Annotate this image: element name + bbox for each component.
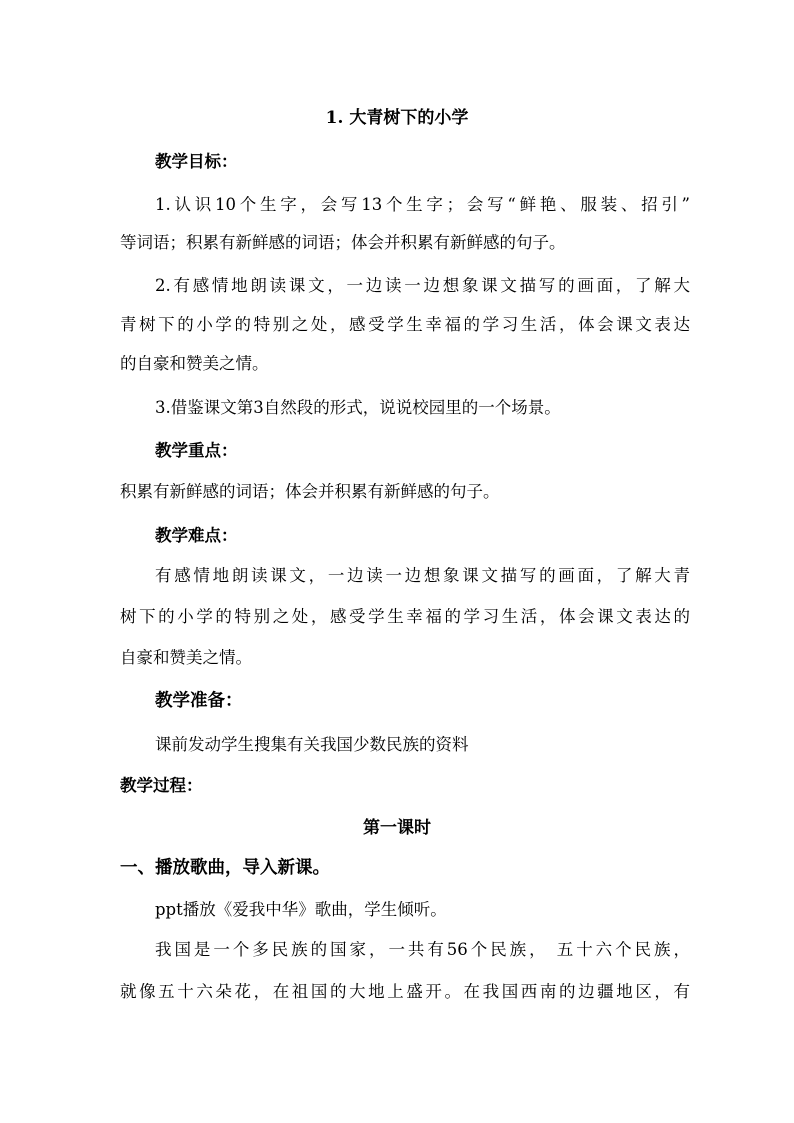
preparation-text: 课前发动学生搜集有关我国少数民族的资料 <box>155 735 469 754</box>
key-points-heading: 教学重点： <box>155 441 238 460</box>
process-heading: 教学过程： <box>120 776 203 795</box>
objective-2-line-1: 2.有感情地朗读课文，一边读一边想象课文描写的画面，了解大 <box>155 276 690 295</box>
objective-2-line-2: 青树下的小学的特别之处，感受学生幸福的学习生活，体会课文表达 <box>120 315 690 334</box>
lesson-title: 第一课时 <box>363 818 431 838</box>
preparation-heading: 教学准备： <box>155 691 243 711</box>
objective-2-line-3: 的自豪和赞美之情。 <box>120 354 269 373</box>
difficulties-line-2: 树下的小学的特别之处，感受学生幸福的学习生活，体会课文表达的 <box>120 607 690 626</box>
objective-1-line-1: 1.认识10个生字，会写13个生字；会写“鲜艳、服装、招引” <box>155 195 690 214</box>
difficulties-line-1: 有感情地朗读课文，一边读一边想象课文描写的画面，了解大青 <box>155 566 690 585</box>
objectives-heading: 教学目标： <box>155 152 238 171</box>
section-1-heading: 一、播放歌曲，导入新课。 <box>120 858 330 878</box>
difficulties-line-3: 自豪和赞美之情。 <box>120 648 252 667</box>
difficulties-heading: 教学难点： <box>155 526 238 545</box>
objective-3: 3.借鉴课文第3自然段的形式，说说校园里的一个场景。 <box>155 398 561 417</box>
document-title: 1. 大青树下的小学 <box>325 108 469 128</box>
objective-1-line-2: 等词语；积累有新鲜感的词语；体会并积累有新鲜感的句子。 <box>120 233 566 252</box>
section-1-paragraph-1: ppt播放《爱我中华》歌曲，学生倾听。 <box>155 900 447 919</box>
key-points-text: 积累有新鲜感的词语；体会并积累有新鲜感的句子。 <box>120 482 500 501</box>
section-1-paragraph-2-line-2: 就像五十六朵花，在祖国的大地上盛开。在我国西南的边疆地区，有 <box>120 982 690 1001</box>
section-1-paragraph-2-line-1: 我国是一个多民族的国家，一共有56个民族， 五十六个民族， <box>155 940 690 959</box>
